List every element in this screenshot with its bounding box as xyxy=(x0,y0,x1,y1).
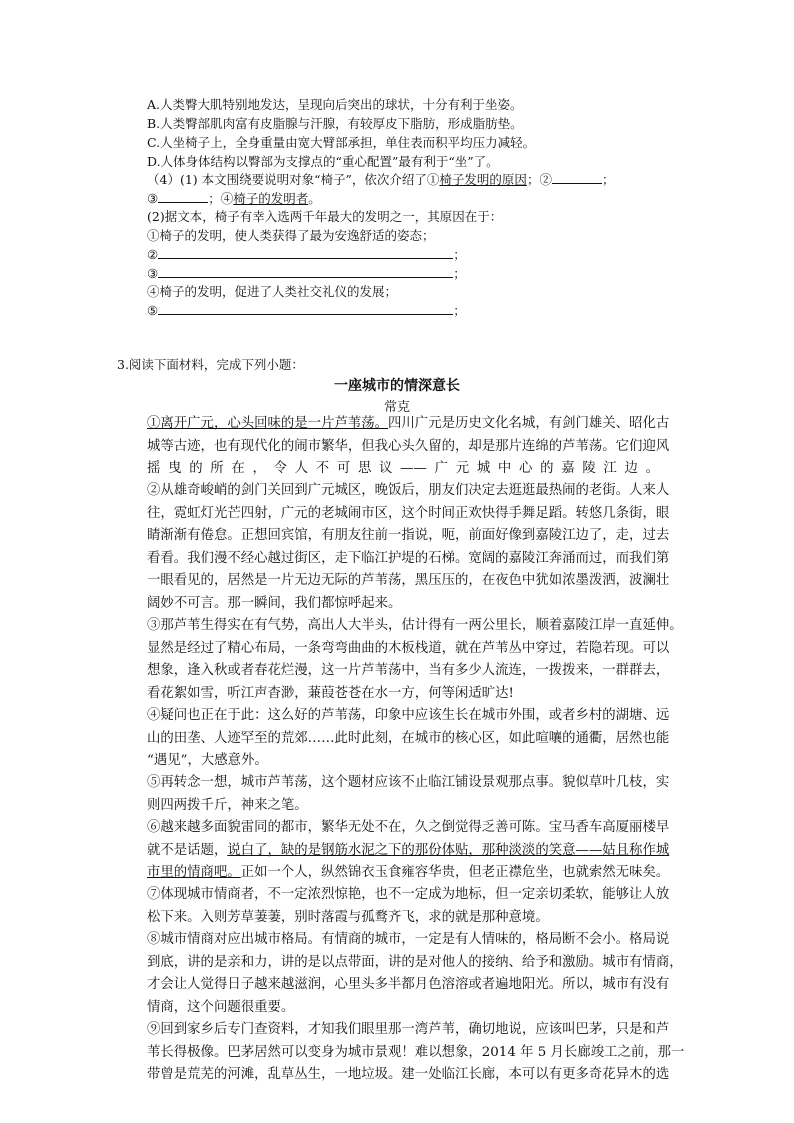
item-number: ③ xyxy=(147,266,159,281)
line: 松下来。入则芳草萋萋，别时落霞与孤鹜齐飞，求的就是那种意境。 xyxy=(147,909,549,925)
line: ⑦体现城市情商者，不一定浓烈惊艳，也不一定成为地标，但一定亲切柔软，能够让人放 xyxy=(147,887,670,902)
option-c: C.人坐椅子上，全身重量由宽大臂部承担，单住表而积平均压力减轻。 xyxy=(147,135,536,150)
item-number: ② xyxy=(147,247,159,262)
line: 一眼看见的，居然是一片无边无际的芦苇荡，黑压压的，在夜色中犹如浓墨泼洒，波澜壮 xyxy=(147,573,670,588)
line: 山的田垄、人迹罕至的荒郊……此时此刻，在城市的核心区，如此喧嚷的通衢，居然也能 xyxy=(147,730,670,746)
q4-line1-mid: ；② xyxy=(526,172,552,187)
paragraph-7 xyxy=(147,884,670,929)
underlined-sentence: 说白了，缺的是钢筋水泥之下的那份体贴，那种淡淡的笑意——姑且称作城 xyxy=(227,842,670,858)
line: 往，霓虹灯光芒四射，广元的老城闹市区，这个时间正欢快得手舞足蹈。转悠几条街，眼 xyxy=(147,505,670,521)
text: 正如一个人，纵然锦衣玉食雍容华贵，但老正襟危坐，也就索然无味矣。 xyxy=(240,865,670,880)
line: ⑧城市情商对应出城市格局。有情商的城市，一定是有人情味的，格局断不会小。格局说 xyxy=(147,932,670,947)
line: ④疑问也正在于此：这么好的芦苇荡，印象中应该生长在城市外围，或者乡村的湖塘、远 xyxy=(147,708,670,723)
q4-line1-prefix: （4）(1) 本文围绕要说明对象“椅子”，依次介绍了① xyxy=(147,172,440,187)
answer-blank-3[interactable] xyxy=(158,189,208,203)
line: 带曾是荒芜的河滩，乱草丛生，一地垃圾。建一处临江长廊，本可以有更多奇花异木的选 xyxy=(147,1067,670,1082)
q4-line2-end: 。 xyxy=(308,191,321,206)
q4-item-5 xyxy=(147,301,466,320)
line: ⑤再转念一想，城市芦苇荡，这个题材应该不止临江铺设景观那点事。貌似草叶几枝，实 xyxy=(147,775,670,790)
paragraph-8 xyxy=(147,929,683,1019)
q4-answer-1: 椅子发明的原因 xyxy=(439,172,527,187)
paragraph-1 xyxy=(147,413,670,481)
q4-sub2-intro: (2)据文本，椅子有幸入选两千年最大的发明之一，其原因在于： xyxy=(147,209,503,224)
article-author: 常克 xyxy=(383,400,410,415)
article-title: 一座城市的情深意长 xyxy=(334,378,460,394)
q4-answer-4: 椅子的发明者 xyxy=(233,191,309,206)
line: 则四两拨千斤，神来之笔。 xyxy=(147,797,308,813)
q4-item-3 xyxy=(147,264,466,283)
line: ⑥越来越多面貌雷同的都市，繁华无处不在，久之倒觉得乏善可陈。宝马香车高厦丽楼早 xyxy=(147,820,670,835)
line: 睛渐渐有倦怠。正想回宾馆，有朋友往前一指说，呃，前面好像到嘉陵江边了，走，过去 xyxy=(147,528,670,543)
underlined-sentence-end: 市里的情商吧。 xyxy=(147,865,241,880)
text: 四川广元是历史文化名城，有剑门雄关、昭化古 xyxy=(388,416,670,431)
line: 显然是经过了精心布局，一条弯弯曲曲的木板栈道，就在芦苇丛中穿过，若隐若现。可以 xyxy=(147,640,670,656)
paragraph-3 xyxy=(147,615,683,705)
semicolon: ； xyxy=(453,247,466,262)
line: ③那芦苇生得实在有气势，高出人大半头，估计得有一两公里长，顺着嘉陵江岸一直延伸。 xyxy=(147,618,683,633)
line: 阔妙不可言。那一瞬间，我们都惊呼起来。 xyxy=(147,595,402,611)
answer-line-2[interactable] xyxy=(158,245,453,259)
text: 就不是话题， xyxy=(147,842,228,858)
paragraph-2 xyxy=(147,480,670,615)
line: 摇曳的所在，令人不可思议——广元城中心的嘉陵江边。 xyxy=(147,461,659,476)
section-heading: 3.阅读下面材料，完成下列小题： xyxy=(117,357,304,372)
q4-line2 xyxy=(147,189,321,208)
underlined-sentence: ①离开广元，心头回味的是一片芦苇荡。 xyxy=(147,416,389,431)
q4-line2-mid: ；④ xyxy=(208,191,234,206)
q4-item-1: ①椅子的发明，使人类获得了最为安逸舒适的姿态； xyxy=(147,228,435,243)
option-d: D.人体身体结构以臀部为支撑点的“重心配置”最有利于“坐”了。 xyxy=(147,154,499,169)
q4-line1-end: ； xyxy=(601,172,615,187)
paragraph-4 xyxy=(147,705,670,773)
line: 到底，讲的是亲和力，讲的是以点带面，讲的是对他人的接纳、给予和激励。城市有情商， xyxy=(147,954,683,970)
line: ⑨回到家乡后专门查资料，才知我们眼里那一湾芦苇，确切地说，应该叫巴茅，只是和芦 xyxy=(147,1022,670,1037)
semicolon: ； xyxy=(453,266,466,281)
q4-item-4: ④椅子的发明，促进了人类社交礼仪的发展； xyxy=(147,284,398,299)
line: “遇见”，大感意外。 xyxy=(147,753,268,768)
answer-line-5[interactable] xyxy=(158,301,453,315)
option-a: A.人类臀大肌特别地发达，呈现向后突出的球状，十分有利于坐姿。 xyxy=(147,97,523,112)
q4-line2-prefix: ③ xyxy=(147,191,159,206)
line: 情商，这个问题很重要。 xyxy=(147,999,295,1015)
line: 看看。我们漫不经心越过街区，走下临江护堤的石梯。宽阔的嘉陵江奔涌而过，而我们第 xyxy=(147,550,670,566)
item-number: ⑤ xyxy=(147,303,159,318)
answer-line-3[interactable] xyxy=(158,264,453,278)
paragraph-6 xyxy=(147,817,670,885)
line: 才会让人觉得日子越来越滋润，心里头多半都月色溶溶或者遍地阳光。所以，城市有没有 xyxy=(147,977,670,992)
q4-item-2 xyxy=(147,245,466,264)
option-b: B.人类臀部肌肉富有皮脂腺与汗腺，有较厚皮下脂肪，形成脂肪垫。 xyxy=(147,116,523,131)
answer-blank-2[interactable] xyxy=(552,170,602,184)
line: ②从雄奇峻峭的剑门关回到广元城区，晚饭后，朋友们决定去逛逛最热闹的老街。人来人 xyxy=(147,483,670,498)
line: 看花絮如雪，听江声杳渺，蒹葭苍苍在水一方，何等闲适旷达! xyxy=(147,685,514,701)
q4-line1 xyxy=(147,170,614,189)
line: 想象，逢入秋或者春花烂漫，这一片芦苇荡中，当有多少人流连，一拨拨来，一群群去， xyxy=(147,663,670,678)
paragraph-9 xyxy=(147,1019,685,1087)
line: 城等古迹，也有现代化的闹市繁华，但我心头久留的，却是那片连绵的芦苇荡。它们迎风 xyxy=(147,438,670,454)
line: 苇长得极像。巴茅居然可以变身为城市景观！难以想象，2014 年 5 月长廊竣工之前，那一 xyxy=(147,1044,685,1060)
semicolon: ； xyxy=(453,303,466,318)
paragraph-5 xyxy=(147,772,670,817)
